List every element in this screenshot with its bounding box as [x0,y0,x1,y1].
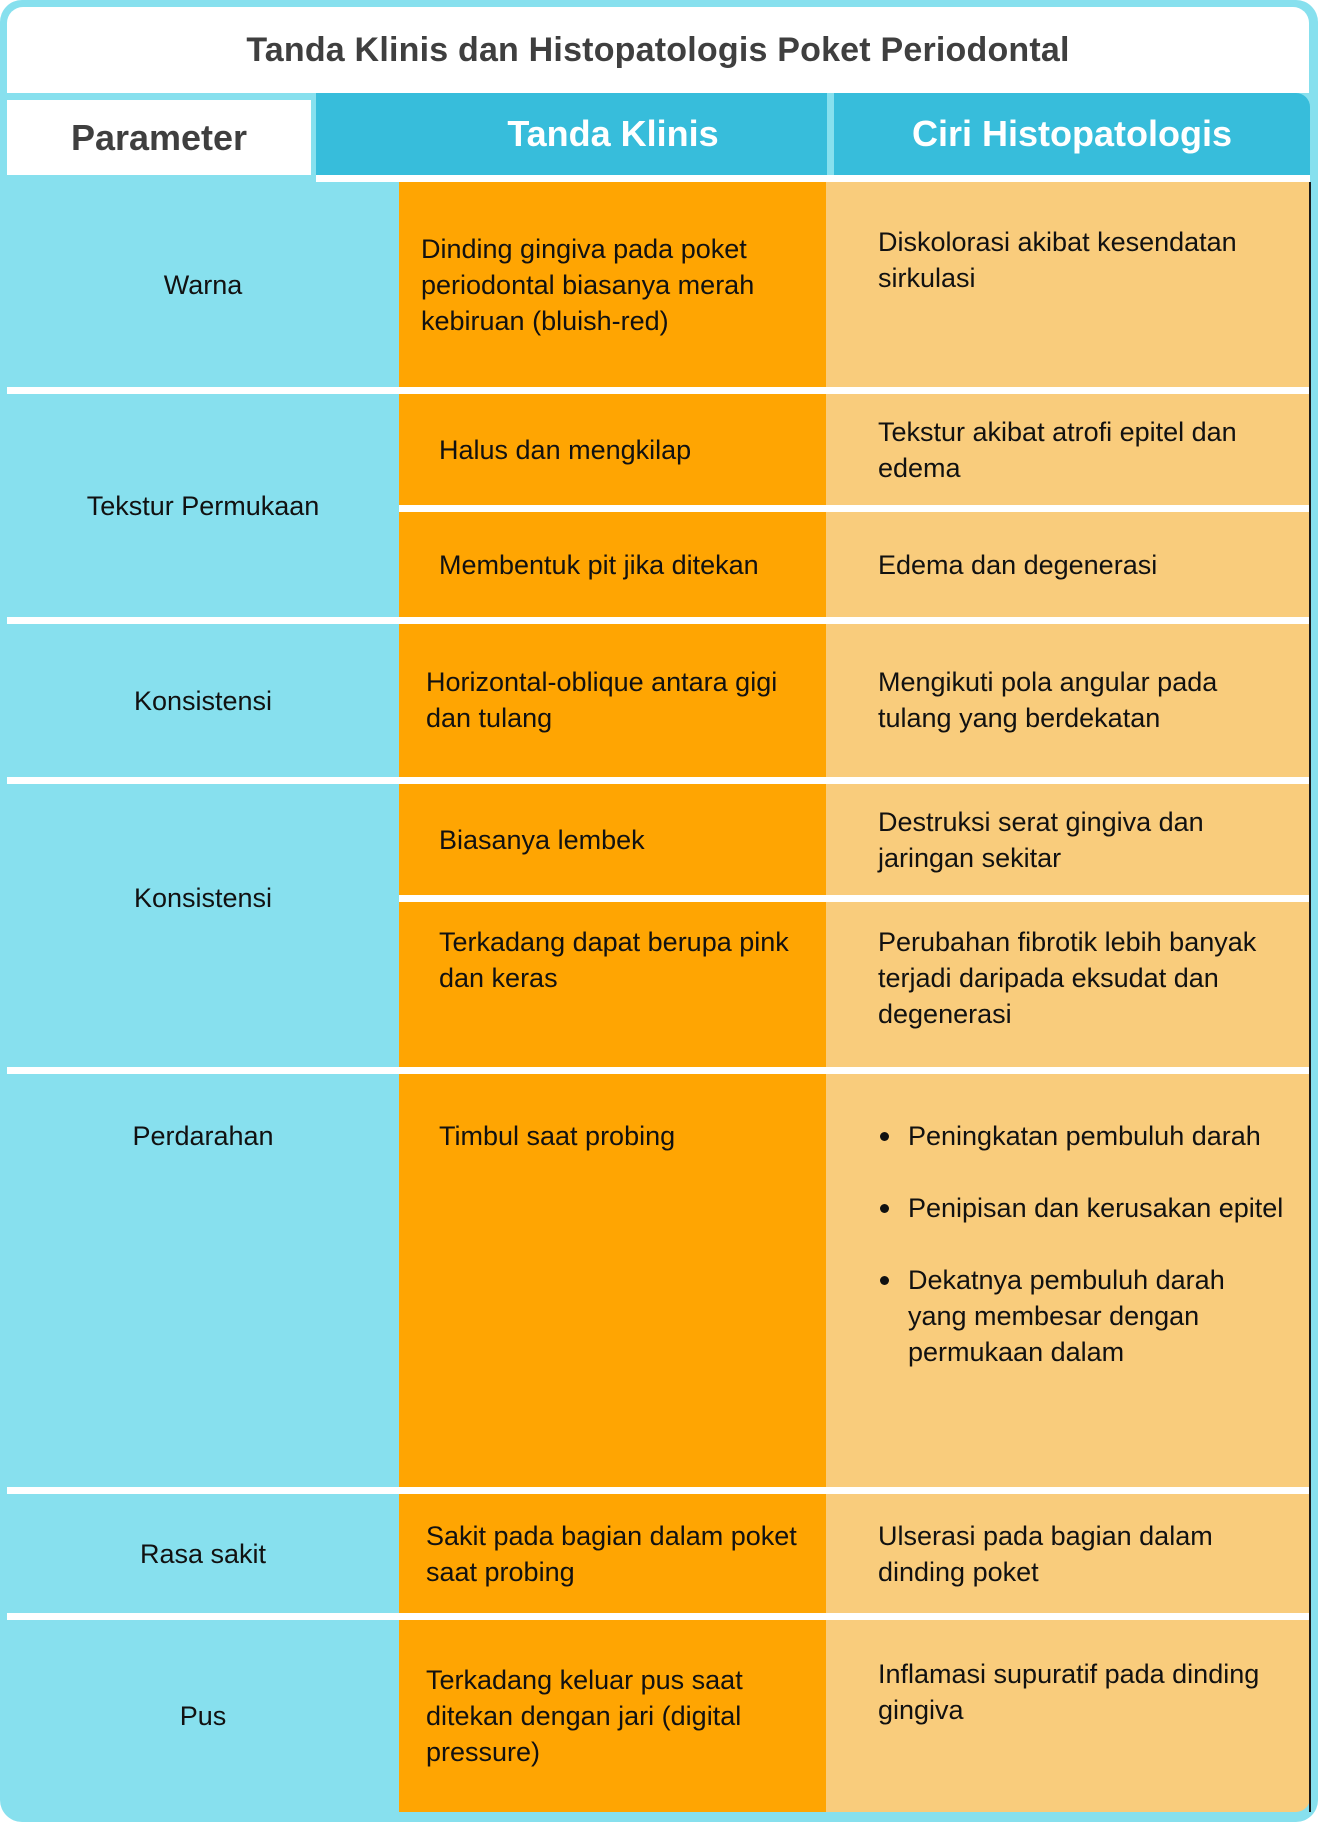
param-cell-tekstur [7,394,399,617]
klinis-text: Horizontal-oblique antara gigi dan tulang [426,667,778,733]
histo-cell [826,902,1310,1067]
klinis-cell [399,512,826,617]
histo-text: Ulserasi pada bagian dalam dinding poket [878,1520,1213,1587]
klinis-cell [399,784,826,895]
histo-right-edge [1309,182,1311,1812]
bullet-item: Dekatnya pembuluh darah yang membesar dengan permukaan dalam [878,1262,1290,1370]
klinis-cell [399,1620,826,1812]
table-title: Tanda Klinis dan Histopatologis Poket Periodontal [246,31,1070,69]
param-label: Konsistensi [133,685,273,716]
klinis-cell [399,1494,826,1613]
sub-row-divider [399,505,1310,512]
klinis-text: Dinding gingiva pada poket periodontal biasanya merah kebiruan (bluish-red) [421,233,755,336]
header-parameter: Parameter [7,100,311,175]
histo-cell [826,1074,1310,1487]
histo-text: Mengikuti pola angular pada tulang yang berdekatan [878,667,1218,733]
histo-cell [826,624,1310,777]
header-ciri-histopatologis: Ciri Histopatologis [834,93,1310,175]
param-label: Konsistensi [133,883,273,913]
histo-cell [826,1620,1310,1812]
histo-text: Edema dan degenerasi [878,549,1158,580]
histo-cell [826,512,1310,617]
histo-text: Destruksi serat gingiva dan jaringan sekitar [878,806,1204,873]
header-klinis-bg [316,93,406,175]
klinis-cell [399,624,826,777]
klinis-text: Biasanya lembek [439,824,645,855]
klinis-text: Terkadang dapat berupa pink dan keras [439,927,789,993]
histo-text: Perubahan fibrotik lebih banyak terjadi daripada eksudat dan degenerasi [878,927,1257,1029]
bullet-item: Penipisan dan kerusakan epitel [878,1190,1290,1226]
klinis-cell [399,902,826,1067]
param-cell-konsistensi [7,624,399,777]
row-divider [7,1067,1310,1074]
sub-row-divider [399,895,1310,902]
title-box [7,7,1309,93]
param-cell-warna [7,182,399,387]
klinis-text: Timbul saat probing [439,1121,676,1151]
param-cell-konsistensi-2 [7,784,399,1067]
param-label: Rasa sakit [139,1538,267,1569]
histo-cell [826,394,1310,505]
histo-cell [826,1494,1310,1613]
klinis-cell [399,1074,826,1487]
klinis-cell [399,394,826,505]
row-divider [7,387,1310,394]
klinis-cell [399,182,826,387]
param-cell-rasa-sakit [7,1494,399,1613]
header-tanda-klinis: Tanda Klinis [399,93,827,175]
row-divider [7,777,1310,784]
param-label: Perdarahan [132,1121,274,1151]
param-label: Warna [163,269,243,300]
header-divider [316,175,1310,182]
klinis-text: Sakit pada bagian dalam poket saat probing [426,1520,797,1587]
row-divider [7,1487,1310,1494]
klinis-text: Membentuk pit jika ditekan [439,549,759,580]
histo-bullet-list [878,1118,1290,1370]
histo-text: Tekstur akibat atrofi epitel dan edema [878,416,1237,483]
bullet-item: Peningkatan pembuluh darah [878,1118,1290,1154]
param-label: Tekstur Permukaan [86,490,320,521]
row-divider [7,617,1310,624]
klinis-text: Halus dan mengkilap [439,434,692,465]
histo-cell [826,182,1310,387]
param-cell-pus [7,1620,399,1812]
param-cell-perdarahan [7,1074,399,1487]
histo-text: Diskolorasi akibat kesendatan sirkulasi [878,227,1237,293]
histo-text: Inflamasi supuratif pada dinding gingiva [878,1659,1260,1725]
param-label: Pus [179,1701,227,1731]
klinis-text: Terkadang keluar pus saat ditekan dengan jari (digital pressure) [426,1665,743,1767]
row-divider [7,1613,1310,1620]
histo-cell [826,784,1310,895]
